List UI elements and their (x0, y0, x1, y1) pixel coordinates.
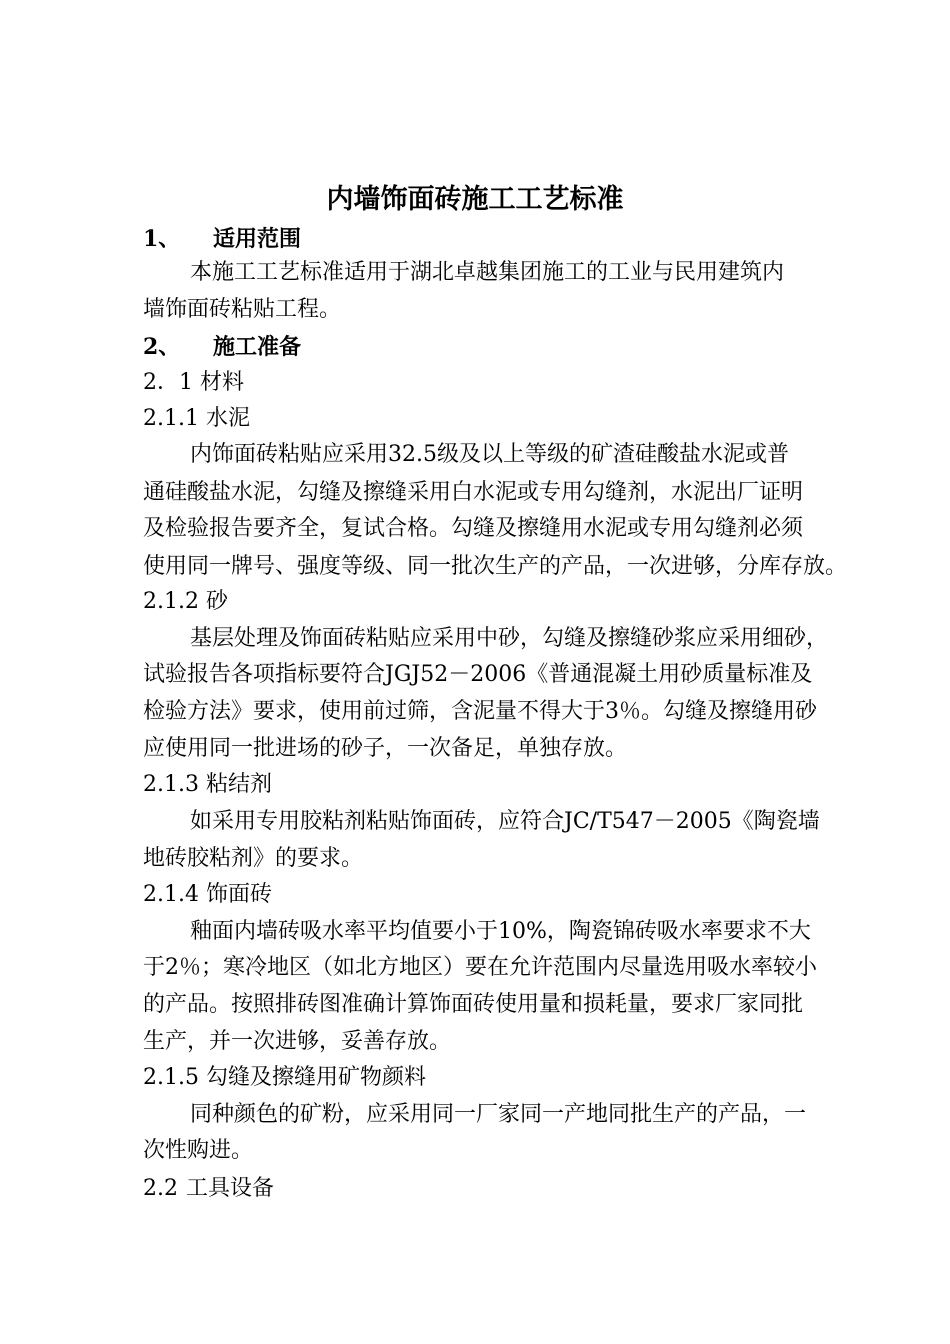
paragraph-line: 釉面内墙砖吸水率平均值要小于10%，陶瓷锦砖吸水率要求不大 (190, 919, 811, 944)
section-number: 2.2 (143, 1176, 178, 1201)
paragraph-line: 及检验报告要齐全，复试合格。勾缝及擦缝用水泥或专用勾缝剂必须 (143, 516, 804, 541)
subsection-heading: 2．1 材料 (143, 370, 244, 395)
subsection-heading: 2.1.3 粘结剂 (143, 772, 272, 797)
paragraph-line: 同种颜色的矿粉，应采用同一厂家同一产地同批生产的产品，一 (190, 1102, 807, 1127)
section-title: 工具设备 (186, 1176, 275, 1201)
paragraph-line: 使用同一牌号、强度等级、同一批次生产的产品，一次进够，分库存放。 (143, 554, 848, 579)
section-number: 2、 (143, 334, 181, 360)
paragraph-line: 于2％；寒冷地区（如北方地区）要在允许范围内尽量选用吸水率较小 (143, 955, 817, 980)
paragraph-line: 基层处理及饰面砖粘贴应采用中砂，勾缝及擦缝砂浆应采用细砂， (190, 626, 829, 651)
section-title: 施工准备 (213, 334, 302, 360)
paragraph-line: 试验报告各项指标要符合JGJ52－2006《普通混凝土用砂质量标准及 (143, 662, 813, 687)
paragraph-line: 墙饰面砖粘贴工程。 (143, 297, 342, 322)
section-heading-2 (143, 330, 301, 364)
paragraph-line: 本施工工艺标准适用于湖北卓越集团施工的工业与民用建筑内 (190, 260, 785, 285)
paragraph-line: 通硅酸盐水泥，勾缝及擦缝采用白水泥或专用勾缝剂，水泥出厂证明 (143, 480, 804, 505)
paragraph-line: 次性购进。 (143, 1138, 254, 1163)
paragraph-line: 内饰面砖粘贴应采用32.5级及以上等级的矿渣硅酸盐水泥或普 (190, 442, 789, 467)
subsection-heading: 2.1.4 饰面砖 (143, 882, 272, 907)
section-heading-1 (143, 222, 301, 256)
subsection-heading: 2.1.1 水泥 (143, 406, 250, 431)
section-number: 1、 (143, 226, 181, 252)
paragraph-line: 地砖胶粘剂》的要求。 (143, 846, 364, 871)
paragraph-line: 的产品。按照排砖图准确计算饰面砖使用量和损耗量，要求厂家同批 (143, 992, 804, 1017)
subsection-heading-2-2 (143, 1172, 274, 1206)
paragraph-line: 生产，并一次进够，妥善存放。 (143, 1029, 452, 1054)
document-title: 内墙饰面砖施工工艺标准 (326, 184, 624, 215)
paragraph-line: 检验方法》要求，使用前过筛，含泥量不得大于3％。勾缝及擦缝用砂 (143, 699, 817, 724)
subsection-heading: 2.1.2 砂 (143, 589, 228, 614)
paragraph-line: 如采用专用胶粘剂粘贴饰面砖，应符合JC/T547－2005《陶瓷墙 (190, 809, 820, 834)
subsection-heading: 2.1.5 勾缝及擦缝用矿物颜料 (143, 1065, 426, 1090)
paragraph-line: 应使用同一批进场的砂子，一次备足，单独存放。 (143, 736, 628, 761)
section-title: 适用范围 (213, 226, 302, 252)
